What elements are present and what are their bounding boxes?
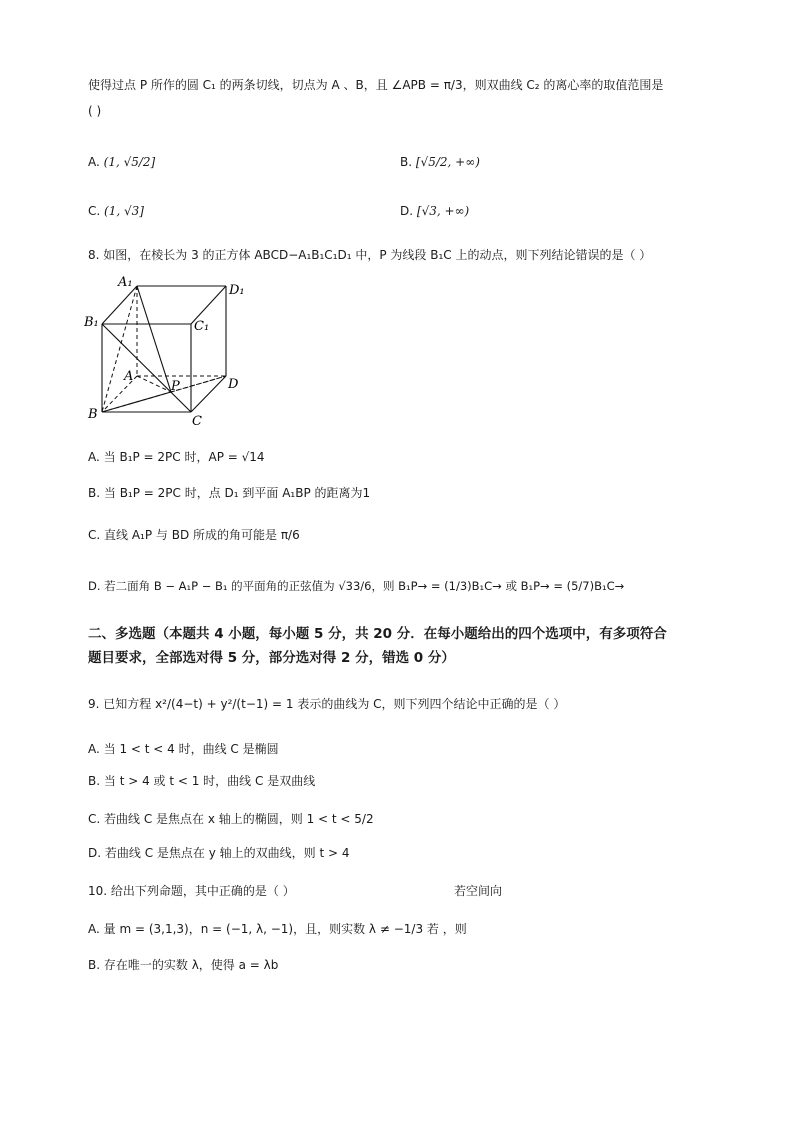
q8-stem: 8. 如图，在棱长为 3 的正方体 ABCD−A₁B₁C₁D₁ 中，P 为线段 B₁C 上的动点，则下列结论错误的是（ ） (88, 248, 652, 262)
q10-option-b: B. 存在唯一的实数 λ，使得 a = λb (88, 958, 279, 972)
label-d1: D₁ (229, 283, 245, 298)
q7-option-c: C. (1, √3] (88, 204, 144, 218)
edge-b1-a1 (102, 286, 137, 324)
q10-stem: 10. 给出下列命题，其中正确的是（ ） (88, 884, 295, 898)
q10-stem-right: 若空间向 (454, 884, 503, 898)
q10-option-a: A. 量 m = (3,1,3)，n = (−1, λ, −1)，且，则实数 λ ≠ −1/3 若 ，则 (88, 922, 467, 936)
label-b1: B₁ (84, 315, 99, 330)
q9-option-a: A. 当 1 < t < 4 时，曲线 C 是椭圆 (88, 742, 279, 756)
label-c: C (192, 414, 202, 429)
q9-option-c: C. 若曲线 C 是焦点在 x 轴上的椭圆，则 1 < t < 5/2 (88, 812, 374, 826)
hidden-a-p (137, 376, 171, 392)
q9-option-b: B. 当 t > 4 或 t < 1 时，曲线 C 是双曲线 (88, 774, 316, 788)
label-d: D (228, 377, 239, 392)
section2-subtitle: 题目要求，全部选对得 5 分，部分选对得 2 分，错选 0 分） (88, 650, 455, 666)
label-p: P (171, 379, 180, 394)
q7-paren: ( ) (88, 104, 102, 118)
q7-option-a: A. (1, √5/2] (88, 155, 156, 169)
label-b: B (88, 407, 98, 422)
q8-option-d: D. 若二面角 B − A₁P − B₁ 的平面角的正弦值为 √33/6，则 B₁P→ = (1/3)B₁C→ 或 B₁P→ = (5/7)B₁C→ (88, 579, 625, 593)
q7-option-b: B. [√5/2, +∞) (400, 155, 480, 169)
q8-option-c: C. 直线 A₁P 与 BD 所成的角可能是 π/6 (88, 528, 300, 542)
label-a1: A₁ (118, 275, 133, 290)
q9-option-d: D. 若曲线 C 是焦点在 y 轴上的双曲线，则 t > 4 (88, 846, 350, 860)
q8-option-a: A. 当 B₁P = 2PC 时，AP = √14 (88, 450, 265, 464)
label-a: A (124, 369, 134, 384)
section2-title: 二、多选题（本题共 4 小题，每小题 5 分，共 20 分．在每小题给出的四个选项中，有多项符合 (88, 626, 667, 642)
q7-stem-line: 使得过点 P 所作的圆 C₁ 的两条切线，切点为 A 、B，且 ∠APB = π/3，则双曲线 C₂ 的离心率的取值范围是 (88, 78, 664, 92)
label-c1: C₁ (194, 319, 210, 334)
q8-option-b: B. 当 B₁P = 2PC 时，点 D₁ 到平面 A₁BP 的距离为1 (88, 486, 371, 500)
cube-figure (80, 272, 260, 432)
q7-option-d: D. [√3, +∞) (400, 204, 470, 218)
q9-stem: 9. 已知方程 x²/(4−t) + y²/(t−1) = 1 表示的曲线为 C，则下列四个结论中正确的是（ ） (88, 697, 566, 711)
